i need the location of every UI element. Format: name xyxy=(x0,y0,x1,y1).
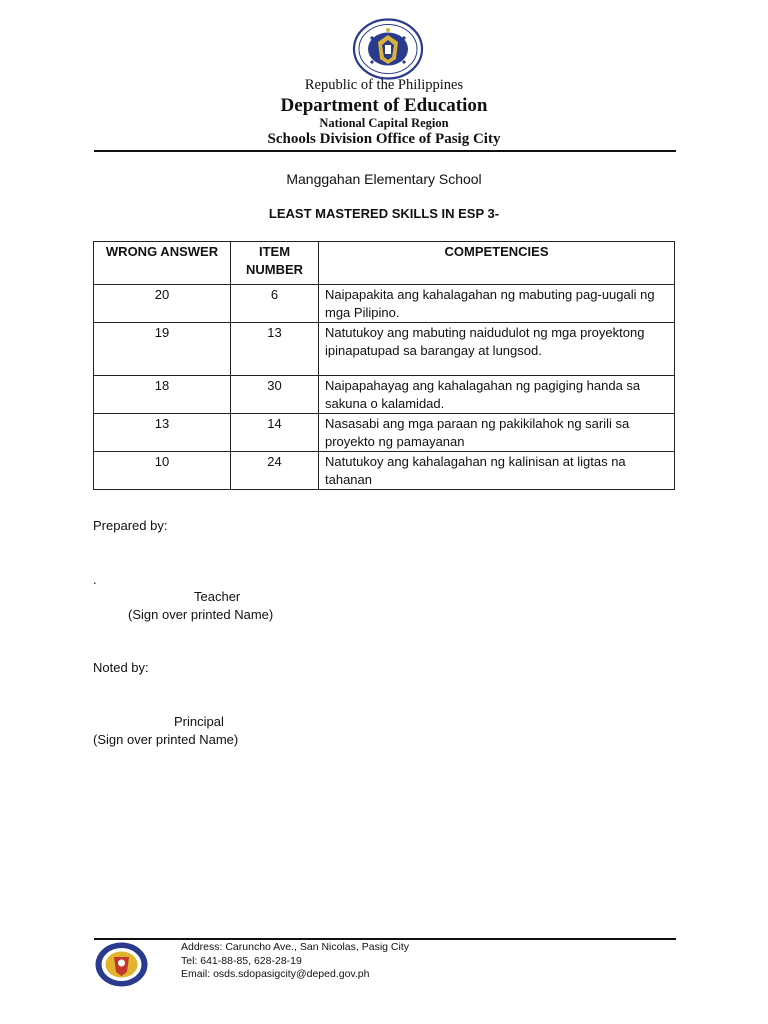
header-item-number: ITEM NUMBER xyxy=(231,242,319,285)
footer-tel: Tel: 641-88-85, 628-28-19 xyxy=(181,955,302,967)
teacher-sign-note: (Sign over printed Name) xyxy=(128,607,274,622)
cell-wrong-answer: 18 xyxy=(94,376,231,414)
cell-competency: Naipapakita ang kahalagahan ng mabuting pag-uugali ng mga Pilipino. xyxy=(319,285,675,323)
cell-item-number: 30 xyxy=(231,376,319,414)
table-row xyxy=(94,414,675,452)
signature-line-mark: . xyxy=(93,572,97,587)
cell-item-number: 6 xyxy=(231,285,319,323)
cell-wrong-answer: 13 xyxy=(94,414,231,452)
skills-table xyxy=(93,241,675,490)
table-row xyxy=(94,285,675,323)
footer-address: Address: Caruncho Ave., San Nicolas, Pasig City xyxy=(181,941,410,953)
header-competencies: COMPETENCIES xyxy=(319,242,675,285)
footer-email: Email: osds.sdopasigcity@deped.gov.ph xyxy=(181,968,370,980)
pasig-division-seal-icon xyxy=(94,941,149,988)
noted-by-label: Noted by: xyxy=(93,660,149,675)
header-divider xyxy=(94,150,676,152)
cell-item-number: 24 xyxy=(231,452,319,490)
principal-sign-note: (Sign over printed Name) xyxy=(93,732,239,747)
cell-wrong-answer: 19 xyxy=(94,323,231,376)
table-row xyxy=(94,323,675,376)
footer-divider xyxy=(94,938,676,940)
table-row xyxy=(94,376,675,414)
cell-competency: Naipapahayag ang kahalagahan ng pagiging handa sa sakuna o kalamidad. xyxy=(319,376,675,414)
header-division: Schools Division Office of Pasig City xyxy=(267,131,501,147)
principal-role: Principal xyxy=(174,714,224,729)
header-republic: Republic of the Philippines xyxy=(304,77,464,93)
school-name: Manggahan Elementary School xyxy=(286,171,482,187)
document-title: LEAST MASTERED SKILLS IN ESP 3- xyxy=(268,206,500,221)
cell-wrong-answer: 20 xyxy=(94,285,231,323)
cell-competency: Natutukoy ang kahalagahan ng kalinisan at ligtas na tahanan xyxy=(319,452,675,490)
prepared-by-label: Prepared by: xyxy=(93,518,168,533)
cell-item-number: 14 xyxy=(231,414,319,452)
cell-competency: Nasasabi ang mga paraan ng pakikilahok ng sarili sa proyekto ng pamayanan xyxy=(319,414,675,452)
cell-competency: Natutukoy ang mabuting naidudulot ng mga proyektong ipinapatupad sa barangay at lungsod. xyxy=(319,323,675,376)
header-region: National Capital Region xyxy=(319,116,449,130)
cell-item-number: 13 xyxy=(231,323,319,376)
teacher-role: Teacher xyxy=(194,589,241,604)
cell-wrong-answer: 10 xyxy=(94,452,231,490)
deped-seal-icon xyxy=(352,18,424,80)
header-wrong-answer: WRONG ANSWER xyxy=(94,242,231,285)
table-row xyxy=(94,452,675,490)
header-department: Department of Education xyxy=(280,95,488,116)
table-header-row xyxy=(94,242,675,285)
